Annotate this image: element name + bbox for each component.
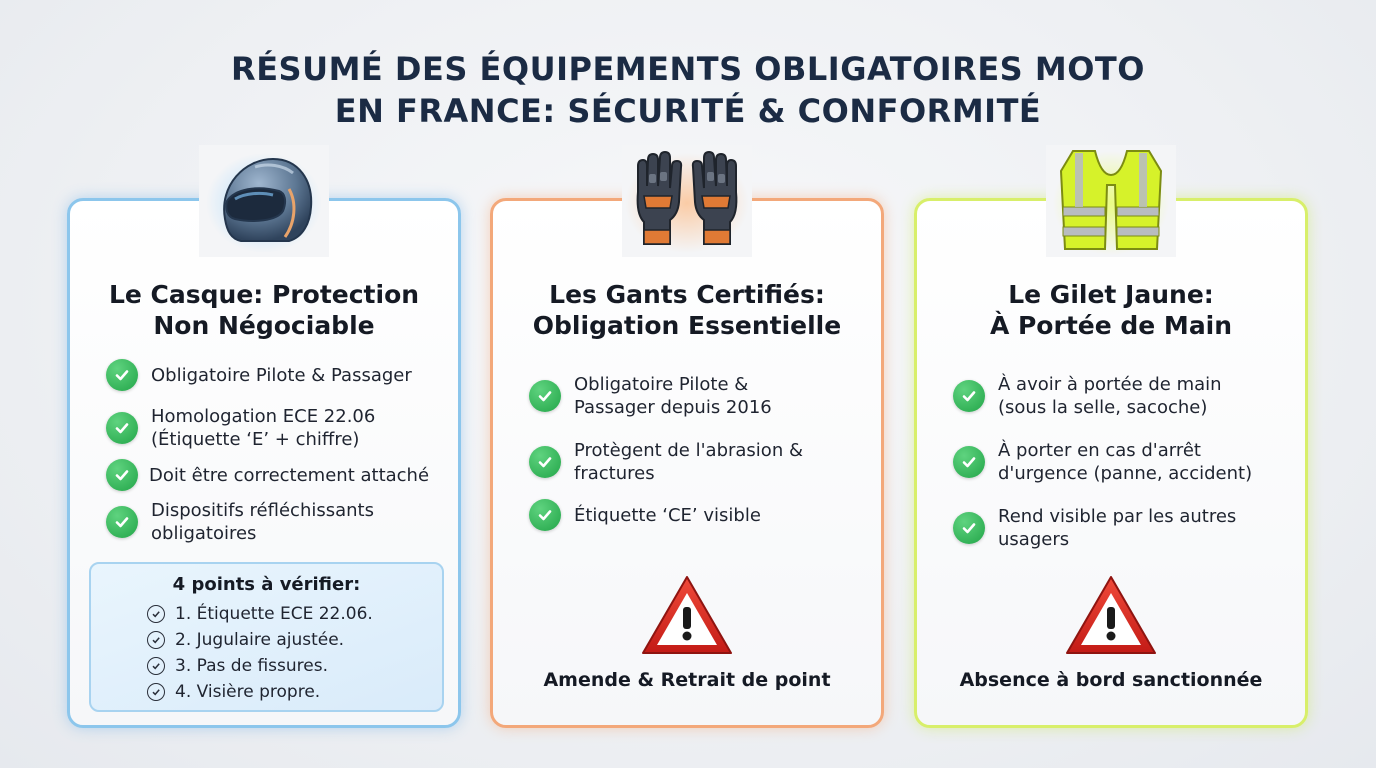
helmet-icon	[199, 145, 329, 257]
list-item	[953, 505, 1236, 551]
card-title-line2: Obligation Essentielle	[532, 311, 842, 340]
page-title	[0, 48, 1376, 132]
penalty-text: Amende & Retrait de point	[543, 669, 831, 691]
item-text: Étiquette ‘CE’ visible	[574, 504, 761, 526]
list-item	[953, 373, 1222, 419]
checklist-row	[147, 604, 373, 624]
warning-icon	[639, 573, 735, 659]
small-check-icon	[147, 605, 165, 623]
card-title	[493, 279, 881, 341]
item-text: Protègent de l'abrasion &	[574, 440, 803, 461]
check-icon	[953, 446, 985, 478]
check-icon	[106, 506, 138, 538]
item-text: obligatoires	[151, 523, 257, 544]
item-text: d'urgence (panne, accident)	[998, 463, 1253, 484]
list-item	[953, 439, 1252, 485]
list-item	[529, 499, 761, 531]
list-item	[106, 359, 412, 391]
gloves-icon	[622, 145, 752, 257]
item-text: À porter en cas d'arrêt	[998, 440, 1201, 461]
card-vest	[914, 198, 1308, 728]
checklist-row	[147, 682, 320, 702]
check-icon	[529, 446, 561, 478]
item-text: (sous la selle, sacoche)	[998, 397, 1208, 418]
item-text: fractures	[574, 463, 655, 484]
checklist-row	[147, 656, 328, 676]
item-text: Obligatoire Pilote &	[574, 374, 749, 395]
card-title-line1: Les Gants Certifiés:	[549, 280, 825, 309]
page-title-line1: RÉSUMÉ DES ÉQUIPEMENTS OBLIGATOIRES MOTO	[231, 50, 1145, 88]
check-icon	[529, 380, 561, 412]
checklist-row-text: 2. Jugulaire ajustée.	[175, 630, 345, 650]
checklist-title: 4 points à vérifier:	[172, 574, 361, 595]
check-icon	[106, 459, 138, 491]
card-title-line1: Le Gilet Jaune:	[1008, 280, 1214, 309]
item-text: À avoir à portée de main	[998, 374, 1222, 395]
checklist-box	[89, 562, 444, 712]
item-text: usagers	[998, 529, 1070, 550]
warning-icon	[1063, 573, 1159, 659]
check-icon	[953, 512, 985, 544]
item-text: Rend visible par les autres	[998, 506, 1237, 527]
card-title	[70, 279, 458, 341]
vest-icon	[1046, 145, 1176, 257]
check-icon	[106, 359, 138, 391]
card-title-line1: Le Casque: Protection	[108, 280, 420, 309]
page-title-line2: EN FRANCE: SÉCURITÉ & CONFORMITÉ	[334, 92, 1042, 130]
penalty-text: Absence à bord sanctionnée	[959, 669, 1263, 691]
item-text: Doit être correctement attaché	[149, 464, 430, 486]
checklist-row-text: 3. Pas de fissures.	[175, 656, 328, 676]
card-title-line2: À Portée de Main	[989, 311, 1233, 340]
check-icon	[529, 499, 561, 531]
card-title-line2: Non Négociable	[153, 311, 375, 340]
item-text: Dispositifs réfléchissants	[151, 500, 374, 521]
check-icon	[953, 380, 985, 412]
card-helmet	[67, 198, 461, 728]
list-item	[106, 499, 374, 545]
small-check-icon	[147, 683, 165, 701]
item-text: Obligatoire Pilote & Passager	[151, 364, 412, 386]
list-item	[529, 373, 772, 419]
item-text: (Étiquette ‘E’ + chiffre)	[151, 429, 360, 450]
card-gloves	[490, 198, 884, 728]
card-title	[917, 279, 1305, 341]
list-item	[106, 459, 429, 491]
checklist-row-text: 4. Visière propre.	[175, 682, 321, 702]
small-check-icon	[147, 631, 165, 649]
checklist-row-text: 1. Étiquette ECE 22.06.	[175, 604, 373, 624]
list-item	[529, 439, 803, 485]
checklist-row	[147, 630, 344, 650]
item-text: Passager depuis 2016	[574, 397, 772, 418]
list-item	[106, 405, 375, 451]
item-text: Homologation ECE 22.06	[151, 406, 376, 427]
small-check-icon	[147, 657, 165, 675]
check-icon	[106, 412, 138, 444]
